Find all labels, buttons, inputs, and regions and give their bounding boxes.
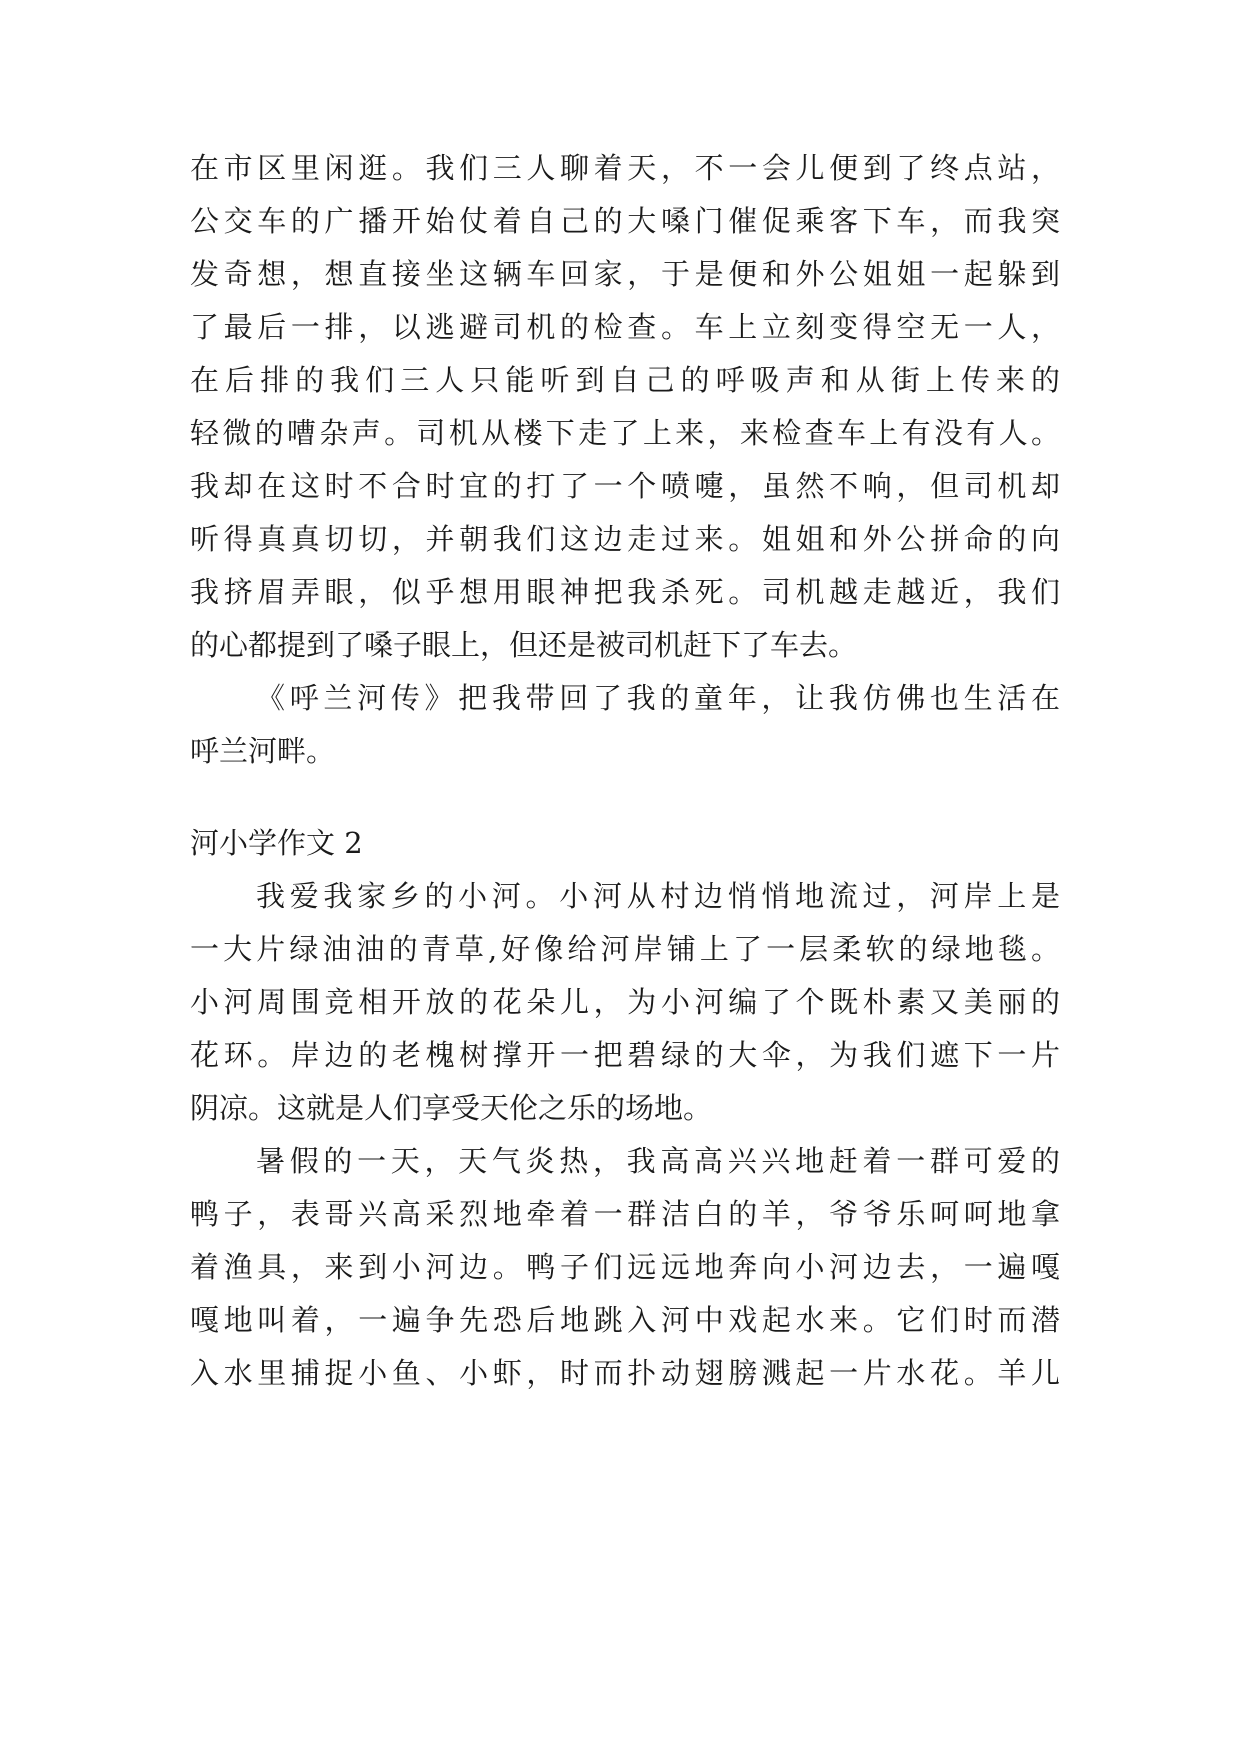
paragraph-line: 花环。岸边的老槐树撑开一把碧绿的大伞，为我们遮下一片 — [190, 1038, 1060, 1072]
paragraph-line: 暑假的一天，天气炎热，我高高兴兴地赶着一群可爱的 — [256, 1144, 1060, 1178]
paragraph-line: 《呼兰河传》把我带回了我的童年，让我仿佛也生活在 — [256, 681, 1060, 715]
paragraph-line: 我爱我家乡的小河。小河从村边悄悄地流过，河岸上是 — [256, 879, 1060, 913]
paragraph-line: 轻微的嘈杂声。司机从楼下走了上来，来检查车上有没有人。 — [190, 416, 1060, 450]
paragraph-line: 听得真真切切，并朝我们这边走过来。姐姐和外公拼命的向 — [190, 522, 1060, 556]
paragraph-line: 在后排的我们三人只能听到自己的呼吸声和从街上传来的 — [190, 363, 1060, 397]
paragraph-line: 鸭子，表哥兴高采烈地牵着一群洁白的羊，爷爷乐呵呵地拿 — [190, 1197, 1060, 1231]
paragraph-line: 在市区里闲逛。我们三人聊着天，不一会儿便到了终点站， — [190, 151, 1060, 185]
paragraph-line: 入水里捕捉小鱼、小虾，时而扑动翅膀溅起一片水花。羊儿 — [190, 1356, 1060, 1390]
paragraph-line: 嘎地叫着，一遍争先恐后地跳入河中戏起水来。它们时而潜 — [190, 1303, 1060, 1337]
paragraph-line: 的心都提到了嗓子眼上，但还是被司机赶下了车去。 — [190, 628, 858, 662]
paragraph-line: 公交车的广播开始仗着自己的大嗓门催促乘客下车，而我突 — [190, 204, 1060, 238]
paragraph-line: 一大片绿油油的青草,好像给河岸铺上了一层柔软的绿地毯。 — [190, 932, 1060, 966]
paragraph-line: 呼兰河畔。 — [190, 734, 336, 768]
paragraph-line: 小河周围竞相开放的花朵儿，为小河编了个既朴素又美丽的 — [190, 985, 1060, 1019]
paragraph-line: 阴凉。这就是人们享受天伦之乐的场地。 — [190, 1091, 713, 1125]
section-heading: 河小学作文 2 — [190, 826, 363, 860]
paragraph-line: 发奇想，想直接坐这辆车回家，于是便和外公姐姐一起躲到 — [190, 257, 1060, 291]
paragraph-line: 我却在这时不合时宜的打了一个喷嚏，虽然不响，但司机却 — [190, 469, 1060, 503]
paragraph-line: 着渔具，来到小河边。鸭子们远远地奔向小河边去，一遍嘎 — [190, 1250, 1060, 1284]
paragraph-line: 我挤眉弄眼，似乎想用眼神把我杀死。司机越走越近，我们 — [190, 575, 1060, 609]
paragraph-line: 了最后一排，以逃避司机的检查。车上立刻变得空无一人， — [190, 310, 1060, 344]
